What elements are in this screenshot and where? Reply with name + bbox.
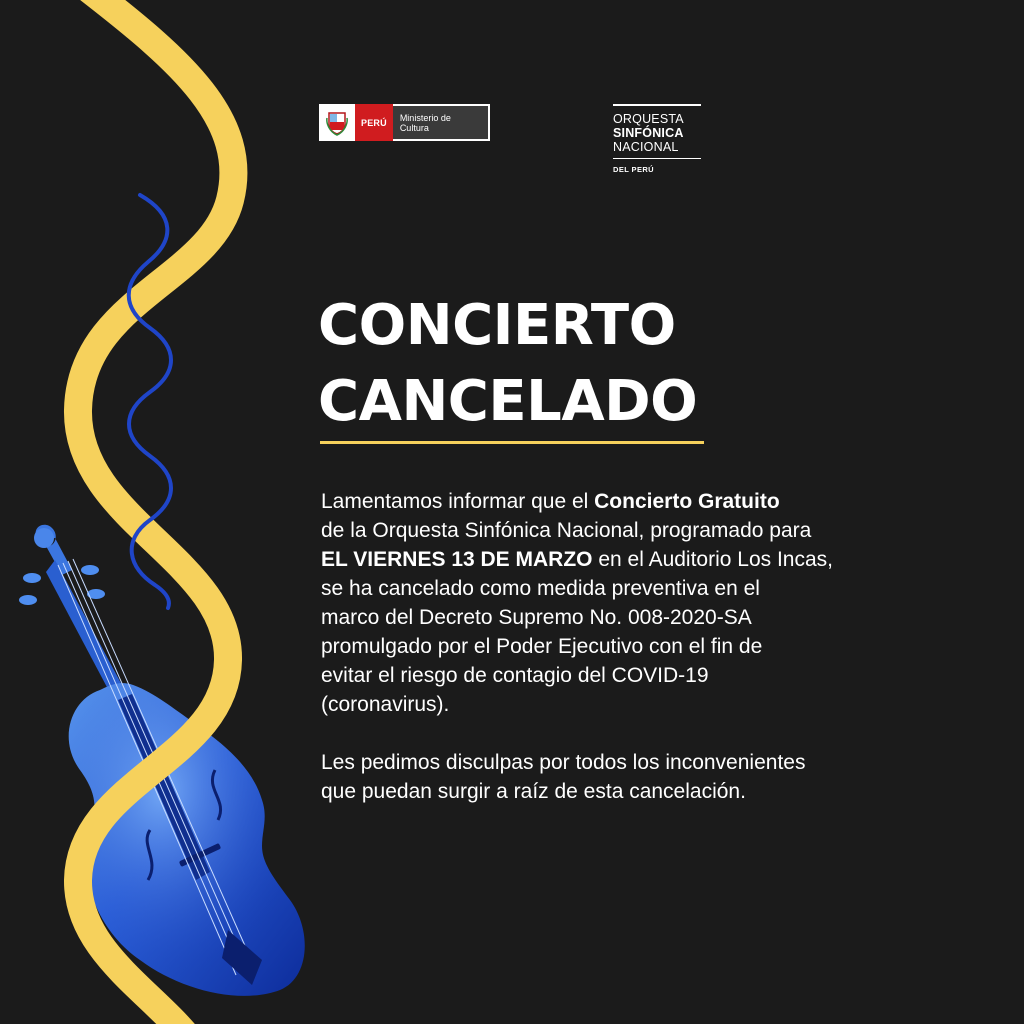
- message-line: promulgado por el Poder Ejecutivo con el fin de: [321, 635, 763, 658]
- message-line: [321, 487, 881, 516]
- orquesta-sinfonica-logo: [613, 104, 701, 174]
- cancellation-message: [321, 487, 881, 806]
- osn-logo-sub: DEL PERÚ: [613, 165, 654, 174]
- violin-scroll: [34, 528, 54, 548]
- paragraph-gap: [321, 719, 881, 748]
- peru-coat-of-arms-icon: [319, 104, 355, 141]
- violin-peg: [19, 595, 37, 605]
- osn-logo-line2: SINFÓNICA: [613, 126, 684, 140]
- violin-peg: [23, 573, 41, 583]
- ministerio-de-cultura-logo: [319, 104, 490, 141]
- osn-logo-line1: ORQUESTA: [613, 112, 684, 126]
- message-line: de la Orquesta Sinfónica Nacional, programado para: [321, 519, 812, 542]
- message-line: Les pedimos disculpas por todos los inconvenientes: [321, 751, 806, 774]
- message-line: [321, 545, 881, 574]
- message-emphasis: Concierto Gratuito: [594, 490, 780, 513]
- message-text: en el Auditorio Los Incas,: [592, 548, 834, 571]
- osn-logo-bottom-rule: [613, 158, 701, 159]
- gov-logo-ministry: Ministerio de Cultura: [393, 106, 488, 139]
- message-date-emphasis: EL VIERNES 13 DE MARZO: [321, 548, 593, 571]
- gov-logo-country: PERÚ: [355, 104, 393, 141]
- violin-peg: [81, 565, 99, 575]
- message-line: marco del Decreto Supremo No. 008-2020-SA: [321, 606, 752, 629]
- title-line2: CANCELADO: [318, 369, 698, 434]
- message-line: evitar el riesgo de contagio del COVID-19: [321, 664, 709, 687]
- message-line: (coronavirus).: [321, 693, 450, 716]
- message-line: se ha cancelado como medida preventiva en el: [321, 577, 760, 600]
- message-text: Lamentamos informar que el: [321, 490, 595, 513]
- title-underline: [320, 441, 704, 444]
- osn-logo-line3: NACIONAL: [613, 140, 679, 154]
- title-line1: CONCIERTO: [318, 293, 676, 358]
- page-title: [318, 288, 738, 440]
- decorative-artwork: [0, 0, 340, 1024]
- message-line: que puedan surgir a raíz de esta cancelación.: [321, 780, 746, 803]
